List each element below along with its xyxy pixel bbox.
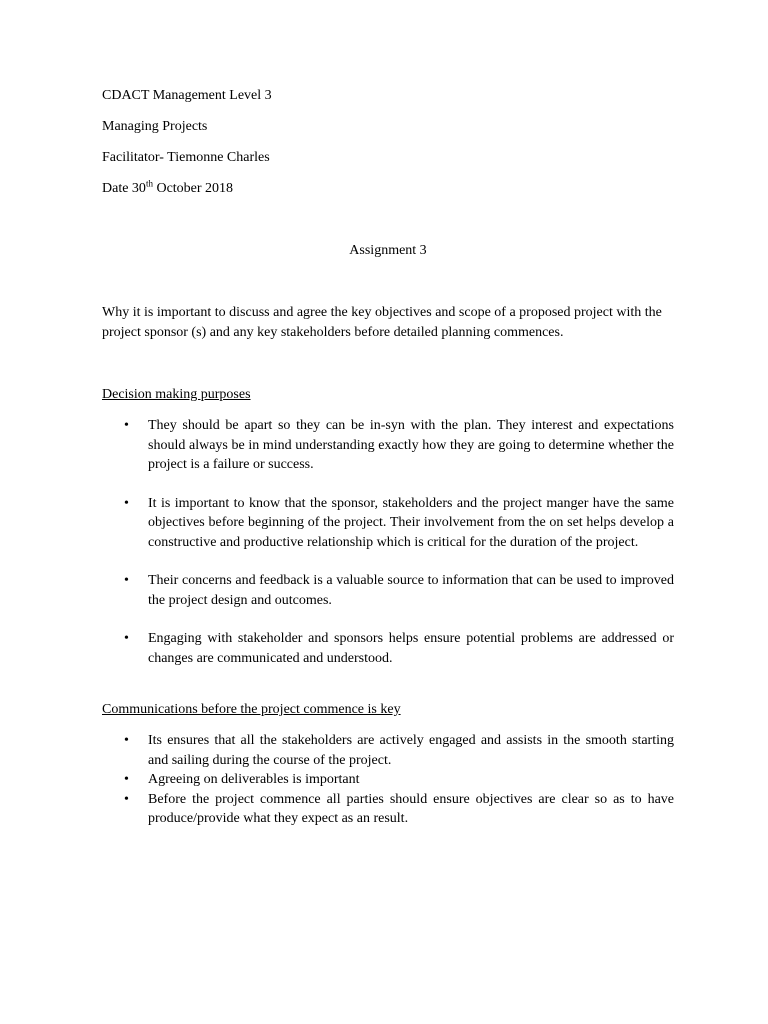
question-text: Why it is important to discuss and agree the key objectives and scope of a proposed project with the project sponsor (s) and any key stakeholders before detailed planning commences. bbox=[102, 305, 662, 340]
date-line bbox=[102, 179, 674, 199]
assignment-title: Assignment 3 bbox=[349, 243, 427, 258]
list-item bbox=[102, 629, 674, 668]
date-suffix: October 2018 bbox=[152, 181, 234, 196]
bullet-icon: • bbox=[124, 791, 129, 807]
list-item bbox=[102, 731, 674, 770]
decision-bullet-list bbox=[102, 416, 674, 668]
date-superscript: th bbox=[145, 178, 153, 189]
list-item-text: Agreeing on deliverables is important bbox=[148, 772, 360, 787]
list-item bbox=[102, 416, 674, 475]
list-item-text: Engaging with stakeholder and sponsors helps ensure potential problems are addressed or changes are communicated and understood. bbox=[148, 631, 674, 666]
section-heading-decision: Decision making purposes bbox=[102, 387, 251, 402]
list-item-text: Their concerns and feedback is a valuable source to information that can be used to improved the project design and outcomes. bbox=[148, 573, 674, 608]
bullet-icon: • bbox=[124, 573, 129, 588]
list-item-text: They should be apart so they can be in-syn with the plan. They interest and expectations should always be in mind understanding exactly how they are going to determine whether the project is a failure or success. bbox=[148, 418, 674, 472]
list-item bbox=[102, 494, 674, 553]
list-item bbox=[102, 790, 674, 829]
list-item-text: Before the project commence all parties should ensure objectives are clear so as to have produce/provide what they expect as an result. bbox=[148, 791, 674, 826]
bullet-icon: • bbox=[124, 772, 129, 787]
module-line: Managing Projects bbox=[102, 119, 208, 134]
section-heading-communications: Communications before the project commence is key bbox=[102, 702, 401, 717]
list-item bbox=[102, 770, 674, 790]
bullet-icon: • bbox=[124, 418, 129, 433]
date-prefix: Date 30 bbox=[102, 181, 146, 196]
course-line: CDACT Management Level 3 bbox=[102, 88, 272, 103]
list-item-text: Its ensures that all the stakeholders are actively engaged and assists in the smooth starting and sailing during the course of the project. bbox=[148, 733, 674, 768]
bullet-icon: • bbox=[124, 631, 129, 646]
bullet-icon: • bbox=[124, 733, 129, 748]
facilitator-line: Facilitator- Tiemonne Charles bbox=[102, 150, 270, 165]
document-page bbox=[102, 86, 674, 829]
communications-bullet-list bbox=[102, 731, 674, 829]
list-item bbox=[102, 571, 674, 610]
bullet-icon: • bbox=[124, 495, 129, 511]
list-item-text: It is important to know that the sponsor, stakeholders and the project manger have the same objectives before beginning of the project. Their involvement from the on set helps develop a constructive and productive relationship which is critical for the duration of the project. bbox=[148, 495, 674, 550]
